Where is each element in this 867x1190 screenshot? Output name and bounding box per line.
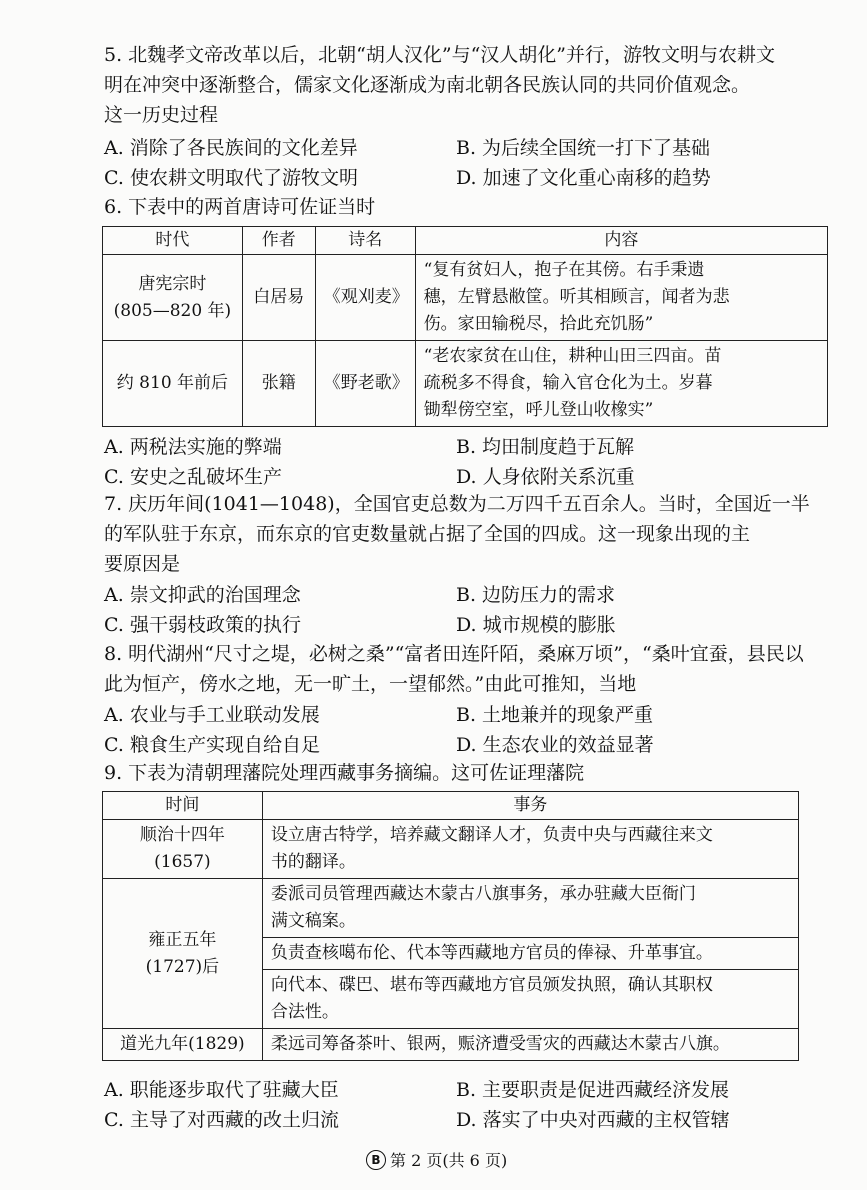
time-text: 雍正五年 <box>148 929 217 950</box>
era-text: 唐宪宗时 <box>138 273 207 294</box>
question-7-line-1: 7. 庆历年间(1041—1048)，全国官吏总数为二万四千五百余人。当时，全国近一半 <box>104 493 810 515</box>
lifanyuan-table <box>102 791 799 1061</box>
header-affairs: 事务 <box>262 792 798 820</box>
q9-option-d[interactable]: D. 落实了中央对西藏的主权管辖 <box>456 1109 730 1131</box>
affair-line: 委派司员管理西藏达木蒙古八旗事务，承办驻藏大臣衙门 <box>270 884 696 904</box>
q5-option-d[interactable]: D. 加速了文化重心南移的趋势 <box>456 167 711 189</box>
era-cell <box>103 341 243 427</box>
content-line: 伤。家田输税尽，拾此充饥肠” <box>423 314 654 334</box>
q5-option-c[interactable]: C. 使农耕文明取代了游牧文明 <box>104 167 358 189</box>
header-author: 作者 <box>242 227 315 255</box>
time-cell: 道光九年(1829) <box>103 1029 263 1061</box>
q9-option-a[interactable]: A. 职能逐步取代了驻藏大臣 <box>104 1079 339 1101</box>
version-badge-label: B <box>371 1152 381 1167</box>
header-time: 时间 <box>103 792 263 820</box>
q7-option-d[interactable]: D. 城市规模的膨胀 <box>456 614 616 636</box>
question-5-line-1: 5. 北魏孝文帝改革以后，北朝“胡人汉化”与“汉人胡化”并行，游牧文明与农耕文 <box>104 44 776 66</box>
affair-line: 满文稿案。 <box>270 911 356 931</box>
version-badge-icon <box>366 1150 386 1170</box>
affair-cell <box>262 1029 798 1061</box>
content-cell <box>415 255 827 341</box>
table-row <box>103 255 828 341</box>
time-cell <box>103 879 263 1029</box>
affair-cell <box>262 879 798 938</box>
affair-line: 柔远司筹备茶叶、银两，赈济遭受雪灾的西藏达木蒙古八旗。 <box>270 1034 730 1054</box>
question-7-line-3: 要原因是 <box>104 553 181 575</box>
affair-line: 向代本、碟巴、堪布等西藏地方官员颁发执照，确认其职权 <box>270 975 713 995</box>
content-line: “老农家贫在山住，耕种山田三四亩。苗 <box>423 346 722 366</box>
tang-poems-table <box>102 226 828 427</box>
poem-title-cell: 《野老歌》 <box>315 341 415 427</box>
era-text: (805—820 年) <box>113 300 232 321</box>
q5-option-a[interactable]: A. 消除了各民族间的文化差异 <box>104 137 358 159</box>
affair-cell <box>262 820 798 879</box>
author-cell: 白居易 <box>242 255 315 341</box>
affair-line: 书的翻译。 <box>270 852 356 872</box>
question-9-stem: 9. 下表为清朝理藩院处理西藏事务摘编。这可佐证理藩院 <box>104 762 585 784</box>
header-content: 内容 <box>415 227 827 255</box>
affair-line: 合法性。 <box>270 1002 339 1022</box>
table-row <box>103 341 828 427</box>
q6-option-d[interactable]: D. 人身依附关系沉重 <box>456 466 635 488</box>
header-era: 时代 <box>103 227 243 255</box>
question-8-line-2: 此为恒产，傍水之地，无一旷土，一望郁然。”由此可推知，当地 <box>104 673 637 695</box>
q6-option-a[interactable]: A. 两税法实施的弊端 <box>104 436 282 458</box>
header-poem-title: 诗名 <box>315 227 415 255</box>
q5-option-b[interactable]: B. 为后续全国统一打下了基础 <box>456 137 711 159</box>
era-cell <box>103 255 243 341</box>
question-7-line-2: 的军队驻于东京，而东京的官吏数量就占据了全国的四成。这一现象出现的主 <box>104 523 751 545</box>
content-line: “复有贫妇人，抱子在其傍。右手秉遗 <box>423 260 705 280</box>
content-cell <box>415 341 827 427</box>
page-footer <box>366 1148 507 1171</box>
q8-option-c[interactable]: C. 粮食生产实现自给自足 <box>104 734 320 756</box>
table-header-row <box>103 227 828 255</box>
content-line: 穗，左臂悬敝筐。听其相顾言，闻者为悲 <box>423 287 730 307</box>
affair-cell <box>262 970 798 1029</box>
affair-line: 负责查核噶布伦、代本等西藏地方官员的俸禄、升革事宜。 <box>270 943 713 963</box>
q8-option-a[interactable]: A. 农业与手工业联动发展 <box>104 704 320 726</box>
q6-option-c[interactable]: C. 安史之乱破坏生产 <box>104 466 282 488</box>
q8-option-b[interactable]: B. 土地兼并的现象严重 <box>456 704 654 726</box>
content-line: 锄犁傍空室，呼儿登山收橡实” <box>423 400 654 420</box>
q7-option-a[interactable]: A. 崇文抑武的治国理念 <box>104 584 301 606</box>
table-row <box>103 1029 799 1061</box>
content-line: 疏税多不得食，输入官仓化为土。岁暮 <box>423 373 713 393</box>
time-cell <box>103 820 263 879</box>
era-text: 约 810 年前后 <box>116 373 229 393</box>
author-cell: 张籍 <box>242 341 315 427</box>
table-header-row <box>103 792 799 820</box>
q7-option-c[interactable]: C. 强干弱枝政策的执行 <box>104 614 301 636</box>
q8-option-d[interactable]: D. 生态农业的效益显著 <box>456 734 654 756</box>
table-row <box>103 820 799 879</box>
time-text: 顺治十四年 <box>139 825 225 845</box>
q9-option-c[interactable]: C. 主导了对西藏的改土归流 <box>104 1109 339 1131</box>
affair-line: 设立唐古特学，培养藏文翻译人才，负责中央与西藏往来文 <box>270 825 713 845</box>
question-8-line-1: 8. 明代湖州“尺寸之堤，必树之桑”“富者田连阡陌，桑麻万顷”，“桑叶宜蚕，县民以 <box>104 643 804 665</box>
affair-cell <box>262 938 798 970</box>
time-text: (1727)后 <box>145 956 220 977</box>
poem-title-cell: 《观刈麦》 <box>315 255 415 341</box>
q7-option-b[interactable]: B. 边防压力的需求 <box>456 584 616 606</box>
question-6-stem: 6. 下表中的两首唐诗可佐证当时 <box>104 196 376 218</box>
time-text: (1657) <box>154 852 211 872</box>
q6-option-b[interactable]: B. 均田制度趋于瓦解 <box>456 436 635 458</box>
question-5-line-2: 明在冲突中逐渐整合，儒家文化逐渐成为南北朝各民族认同的共同价值观念。 <box>104 74 751 96</box>
table-row <box>103 879 799 938</box>
q9-option-b[interactable]: B. 主要职责是促进西藏经济发展 <box>456 1079 730 1101</box>
question-5-line-3: 这一历史过程 <box>104 104 219 126</box>
page-number: 第 2 页(共 6 页) <box>390 1151 508 1170</box>
